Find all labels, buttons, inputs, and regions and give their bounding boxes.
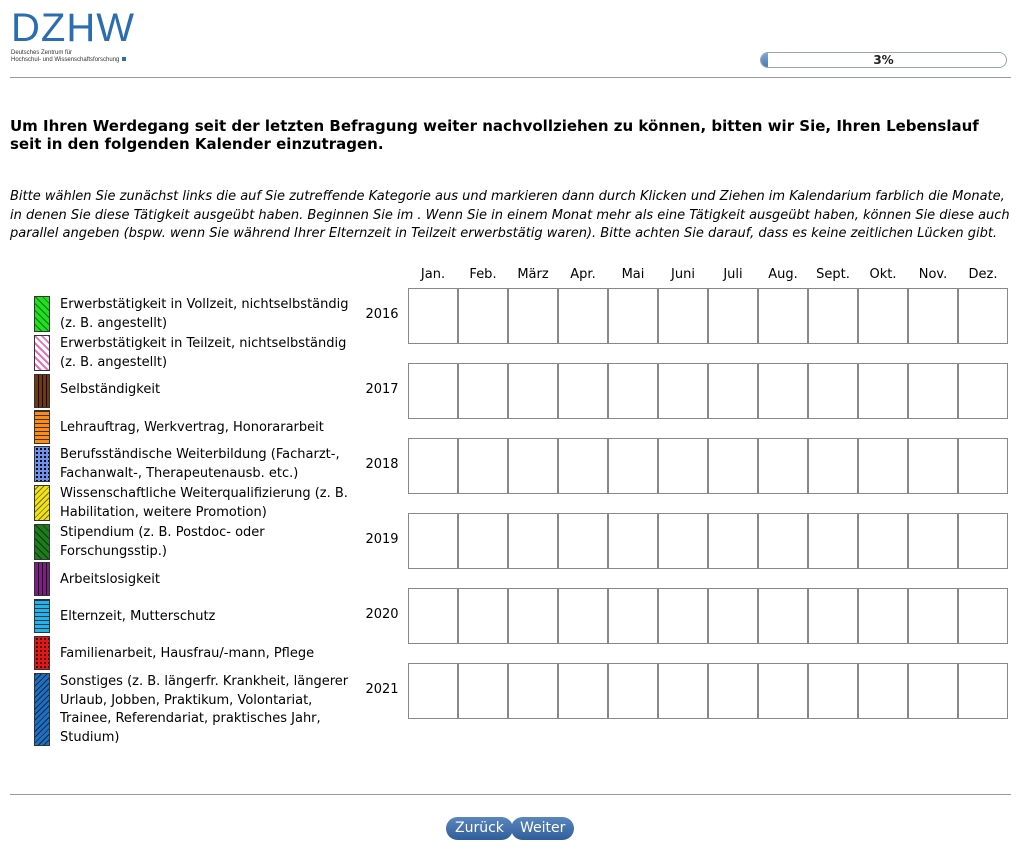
calendar-cell[interactable] bbox=[958, 288, 1008, 344]
legend-swatch[interactable] bbox=[34, 636, 50, 670]
header-divider bbox=[10, 77, 1011, 78]
legend-label: Erwerbstätigkeit in Teilzeit, nichtselbständig (z. B. angestellt) bbox=[60, 336, 347, 370]
calendar-cell[interactable] bbox=[758, 288, 808, 344]
calendar-cell[interactable] bbox=[408, 513, 458, 569]
calendar-cell[interactable] bbox=[508, 513, 558, 569]
legend-swatch[interactable] bbox=[34, 562, 50, 596]
calendar-cell[interactable] bbox=[708, 588, 758, 644]
calendar-cell[interactable] bbox=[708, 363, 758, 419]
legend-swatch[interactable] bbox=[34, 599, 50, 633]
calendar-cell[interactable] bbox=[758, 588, 808, 644]
month-header: Nov. bbox=[918, 267, 948, 282]
legend-label: Berufsständische Weiterbildung (Facharzt-, Fachanwalt-, Therapeutenausb. etc.) bbox=[60, 447, 340, 481]
legend-swatch[interactable] bbox=[34, 374, 50, 408]
calendar-cell[interactable] bbox=[408, 438, 458, 494]
footer-divider bbox=[10, 794, 1011, 795]
legend-item-9[interactable] bbox=[34, 599, 364, 633]
calendar-cell[interactable] bbox=[708, 438, 758, 494]
month-header: Feb. bbox=[469, 267, 497, 282]
calendar-cell[interactable] bbox=[508, 588, 558, 644]
next-button[interactable]: Weiter bbox=[511, 817, 574, 840]
calendar-cell[interactable] bbox=[958, 363, 1008, 419]
calendar-cell[interactable] bbox=[858, 288, 908, 344]
calendar-cell[interactable] bbox=[958, 588, 1008, 644]
month-header: Juli bbox=[723, 267, 743, 282]
progress-label: 3% bbox=[873, 53, 894, 67]
year-label: 2019 bbox=[365, 532, 399, 547]
calendar-cell[interactable] bbox=[558, 513, 608, 569]
calendar-cell[interactable] bbox=[858, 588, 908, 644]
calendar-cell[interactable] bbox=[508, 663, 558, 719]
calendar-cell[interactable] bbox=[808, 363, 858, 419]
calendar-cell[interactable] bbox=[558, 288, 608, 344]
legend-item-10[interactable] bbox=[34, 636, 364, 670]
calendar-cell[interactable] bbox=[608, 288, 658, 344]
legend-item-3[interactable] bbox=[34, 374, 364, 408]
calendar-cell[interactable] bbox=[908, 588, 958, 644]
calendar-cell[interactable] bbox=[708, 513, 758, 569]
calendar-cell[interactable] bbox=[558, 438, 608, 494]
legend-label: Familienarbeit, Hausfrau/-mann, Pflege bbox=[60, 646, 315, 661]
calendar-cell[interactable] bbox=[808, 438, 858, 494]
legend-swatch[interactable] bbox=[34, 673, 50, 746]
instruction-text: Bitte wählen Sie zunächst links die auf Sie zutreffende Kategorie aus und markieren dann durch Klicken und Ziehen im Kalendarium farblich die Monate, in denen Sie diese Tätigkeit ausgeübt haben. Beginnen Sie im . Wenn Sie in einem Monat mehr als eine Tätigkeit ausgeübt haben, können Sie diese auch parallel angeben (bspw. wenn Sie während Ihrer Elternzeit in Teilzeit erwerbstätig waren). Bitte achten Sie darauf, dass es keine zeitlichen Lücken gibt. bbox=[10, 189, 1010, 241]
legend-label: Sonstiges (z. B. längerfr. Krankheit, längerer Urlaub, Jobben, Praktikum, Volontariat, Trainee, Referendariat, praktisches Jahr, Studium) bbox=[60, 674, 349, 745]
month-header: Jan. bbox=[420, 267, 446, 282]
legend-label: Wissenschaftliche Weiterqualifizierung (z. B. Habilitation, weitere Promotion) bbox=[60, 486, 348, 520]
calendar-cell[interactable] bbox=[658, 663, 708, 719]
calendar-cell[interactable] bbox=[608, 588, 658, 644]
calendar-cell[interactable] bbox=[908, 288, 958, 344]
legend-item-5[interactable] bbox=[34, 446, 364, 482]
calendar-cell[interactable] bbox=[908, 438, 958, 494]
calendar-cell[interactable] bbox=[808, 588, 858, 644]
calendar-cell[interactable] bbox=[658, 288, 708, 344]
calendar-cell[interactable] bbox=[408, 588, 458, 644]
calendar-cell[interactable] bbox=[958, 513, 1008, 569]
logo-wordmark: DZHW bbox=[11, 6, 135, 50]
month-header: Okt. bbox=[869, 267, 897, 282]
legend-item-1[interactable] bbox=[34, 296, 364, 332]
calendar-cell[interactable] bbox=[458, 288, 508, 344]
progress-bar bbox=[760, 52, 1007, 68]
calendar-cell[interactable] bbox=[608, 513, 658, 569]
calendar-cell[interactable] bbox=[458, 663, 508, 719]
calendar-cell[interactable] bbox=[558, 663, 608, 719]
month-header: März bbox=[517, 267, 549, 282]
calendar-cell[interactable] bbox=[708, 663, 758, 719]
calendar-cell[interactable] bbox=[408, 363, 458, 419]
calendar-cell[interactable] bbox=[758, 438, 808, 494]
legend-swatch[interactable] bbox=[34, 335, 50, 371]
calendar-cell[interactable] bbox=[858, 663, 908, 719]
calendar-cell[interactable] bbox=[458, 438, 508, 494]
legend-label: Lehrauftrag, Werkvertrag, Honorararbeit bbox=[60, 420, 324, 435]
calendar-cell[interactable] bbox=[958, 663, 1008, 719]
calendar-cell[interactable] bbox=[458, 588, 508, 644]
calendar-cell[interactable] bbox=[758, 663, 808, 719]
year-label: 2020 bbox=[365, 607, 399, 622]
calendar-cell[interactable] bbox=[608, 663, 658, 719]
calendar-cell[interactable] bbox=[608, 363, 658, 419]
calendar-cell[interactable] bbox=[808, 513, 858, 569]
legend-label: Erwerbstätigkeit in Vollzeit, nichtselbständig (z. B. angestellt) bbox=[60, 297, 349, 331]
calendar-cell[interactable] bbox=[908, 513, 958, 569]
year-label: 2021 bbox=[365, 682, 399, 697]
calendar-cell[interactable] bbox=[958, 438, 1008, 494]
calendar-cell[interactable] bbox=[908, 363, 958, 419]
legend-item-8[interactable] bbox=[34, 562, 364, 596]
year-label: 2017 bbox=[365, 382, 399, 397]
legend-label: Stipendium (z. B. Postdoc- oder Forschungsstip.) bbox=[60, 525, 265, 559]
legend-label: Selbständigkeit bbox=[60, 382, 161, 397]
year-label: 2016 bbox=[365, 307, 399, 322]
month-header: Apr. bbox=[570, 267, 596, 282]
calendar-cell[interactable] bbox=[758, 513, 808, 569]
legend-swatch[interactable] bbox=[34, 524, 50, 560]
legend-swatch[interactable] bbox=[34, 446, 50, 482]
legend-label: Elternzeit, Mutterschutz bbox=[60, 609, 216, 624]
year-label: 2018 bbox=[365, 457, 399, 472]
calendar-cell[interactable] bbox=[608, 438, 658, 494]
legend-item-4[interactable] bbox=[34, 410, 364, 444]
calendar-cell[interactable] bbox=[508, 438, 558, 494]
question-text: Um Ihren Werdegang seit der letzten Befragung weiter nachvollziehen zu können, bitten wir Sie, Ihren Lebenslauf seit in den folgenden Kalender einzutragen. bbox=[10, 117, 979, 153]
calendar-cell[interactable] bbox=[508, 363, 558, 419]
calendar-cell[interactable] bbox=[658, 588, 708, 644]
calendar-cell[interactable] bbox=[858, 513, 908, 569]
logo-subtitle: Deutsches Zentrum für Hochschul- und Wissenschaftsforschung bbox=[11, 50, 135, 64]
legend-swatch[interactable] bbox=[34, 296, 50, 332]
calendar-cell[interactable] bbox=[558, 363, 608, 419]
month-header: Dez. bbox=[968, 267, 998, 282]
month-header: Aug. bbox=[768, 267, 798, 282]
legend-item-6[interactable] bbox=[34, 485, 364, 521]
back-button[interactable]: Zurück bbox=[446, 817, 513, 840]
legend-label: Arbeitslosigkeit bbox=[60, 572, 160, 587]
legend-swatch[interactable] bbox=[34, 485, 50, 521]
legend-item-11[interactable] bbox=[34, 673, 364, 746]
calendar-cell[interactable] bbox=[408, 663, 458, 719]
calendar-cell[interactable] bbox=[408, 288, 458, 344]
month-header: Mai bbox=[621, 267, 645, 282]
calendar-cell[interactable] bbox=[808, 288, 858, 344]
calendar-cell[interactable] bbox=[558, 588, 608, 644]
calendar-cell[interactable] bbox=[808, 663, 858, 719]
calendar-cell[interactable] bbox=[908, 663, 958, 719]
calendar-cell[interactable] bbox=[658, 513, 708, 569]
legend-item-7[interactable] bbox=[34, 524, 364, 560]
calendar-cell[interactable] bbox=[458, 513, 508, 569]
calendar-cell[interactable] bbox=[858, 363, 908, 419]
calendar-cell[interactable] bbox=[508, 288, 558, 344]
calendar-cell[interactable] bbox=[858, 438, 908, 494]
dzhw-logo bbox=[11, 8, 135, 64]
calendar-cell[interactable] bbox=[758, 363, 808, 419]
month-header: Sept. bbox=[816, 267, 850, 282]
calendar-cell[interactable] bbox=[458, 363, 508, 419]
calendar-cell[interactable] bbox=[658, 438, 708, 494]
month-header: Juni bbox=[671, 267, 695, 282]
legend-item-2[interactable] bbox=[34, 335, 364, 371]
calendar-cell[interactable] bbox=[708, 288, 758, 344]
legend-swatch[interactable] bbox=[34, 410, 50, 444]
calendar-cell[interactable] bbox=[658, 363, 708, 419]
